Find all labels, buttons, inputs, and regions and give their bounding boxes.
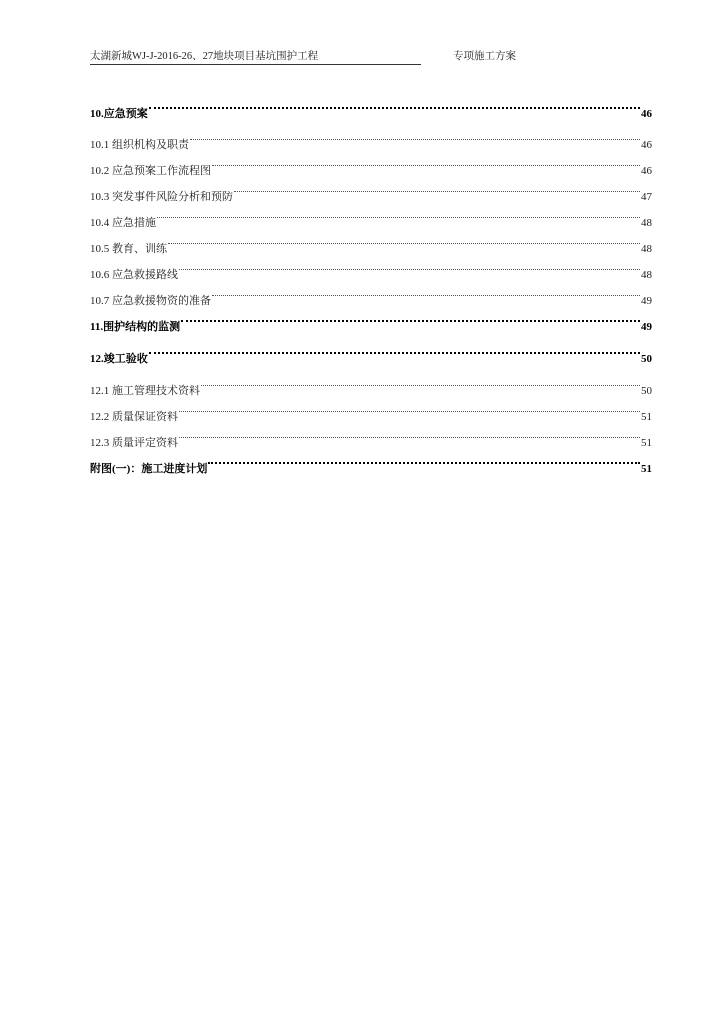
toc-entry-page: 46 (641, 139, 652, 151)
toc-entry-page: 48 (641, 217, 652, 229)
header-section-title: 专项施工方案 (453, 51, 516, 62)
toc-dot-leader (234, 174, 640, 200)
toc-entry-label: 12.2 质量保证资料 (90, 411, 178, 423)
toc-entry-12-1[interactable] (90, 368, 652, 397)
toc-entry-page: 50 (641, 353, 652, 365)
toc-entry-10-5[interactable] (90, 226, 652, 255)
toc-entry-10-2[interactable] (90, 148, 652, 177)
toc-entry-page: 48 (641, 269, 652, 281)
toc-entry-label: 10.4 应急措施 (90, 217, 156, 229)
toc-entry-label: 11.围护结构的监测 (90, 321, 181, 333)
toc-dot-leader (212, 148, 640, 174)
toc-entry-label: 10.应急预案 (90, 108, 148, 120)
toc-dot-leader (149, 336, 640, 362)
toc-entry-page: 46 (641, 108, 652, 120)
toc-entry-label: 12.1 施工管理技术资料 (90, 385, 200, 397)
toc-entry-page: 51 (641, 463, 652, 475)
toc-entry-page: 46 (641, 165, 652, 177)
toc-entry-12[interactable] (90, 336, 652, 368)
toc-entry-10-1[interactable] (90, 122, 652, 151)
toc-dot-leader (179, 252, 640, 278)
toc-entry-10-3[interactable] (90, 174, 652, 203)
toc-entry-label: 10.7 应急救援物资的准备 (90, 295, 211, 307)
toc-entry-label: 10.3 突发事件风险分析和预防 (90, 191, 233, 203)
toc-dot-leader (157, 200, 640, 226)
toc-entry-page: 48 (641, 243, 652, 255)
toc-entry-label: 10.5 教育、训练 (90, 243, 167, 255)
toc-dot-leader (149, 91, 640, 117)
toc-entry-10-4[interactable] (90, 200, 652, 229)
header-underline (90, 64, 421, 65)
toc-dot-leader (190, 122, 640, 148)
toc-entry-label: 12.3 质量评定资料 (90, 437, 178, 449)
toc-dot-leader (212, 278, 640, 304)
toc-dot-leader (179, 394, 640, 420)
toc-dot-leader (181, 304, 640, 330)
toc-dot-leader (168, 226, 640, 252)
toc-entry-label: 10.6 应急救援路线 (90, 269, 178, 281)
toc-entry-12-2[interactable] (90, 394, 652, 423)
toc-entry-12-3[interactable] (90, 420, 652, 449)
toc-entry-page: 49 (641, 295, 652, 307)
toc-entry-page: 50 (641, 385, 652, 397)
toc-dot-leader (201, 368, 640, 394)
toc-entry-label: 10.1 组织机构及职责 (90, 139, 189, 151)
toc-entry-appendix-1[interactable] (90, 446, 652, 478)
toc-dot-leader (208, 446, 640, 472)
toc-entry-10[interactable] (90, 91, 652, 122)
toc-entry-page: 49 (641, 321, 652, 333)
toc-dot-leader (179, 420, 640, 446)
toc-entry-page: 51 (641, 437, 652, 449)
toc-entry-label: 12.竣工验收 (90, 353, 148, 365)
toc-entry-10-7[interactable] (90, 278, 652, 307)
toc-entry-label: 10.2 应急预案工作流程图 (90, 165, 211, 177)
toc-entry-11[interactable] (90, 304, 652, 336)
toc-entry-label: 附图(一)：施工进度计划 (90, 463, 208, 475)
toc-entry-page: 47 (641, 191, 652, 203)
toc-entry-page: 51 (641, 411, 652, 423)
page-header (90, 50, 652, 64)
header-document-title: 太湖新城WJ-J-2016-26、27地块项目基坑围护工程 (90, 51, 319, 62)
toc-entry-10-6[interactable] (90, 252, 652, 281)
table-of-contents (90, 91, 652, 478)
